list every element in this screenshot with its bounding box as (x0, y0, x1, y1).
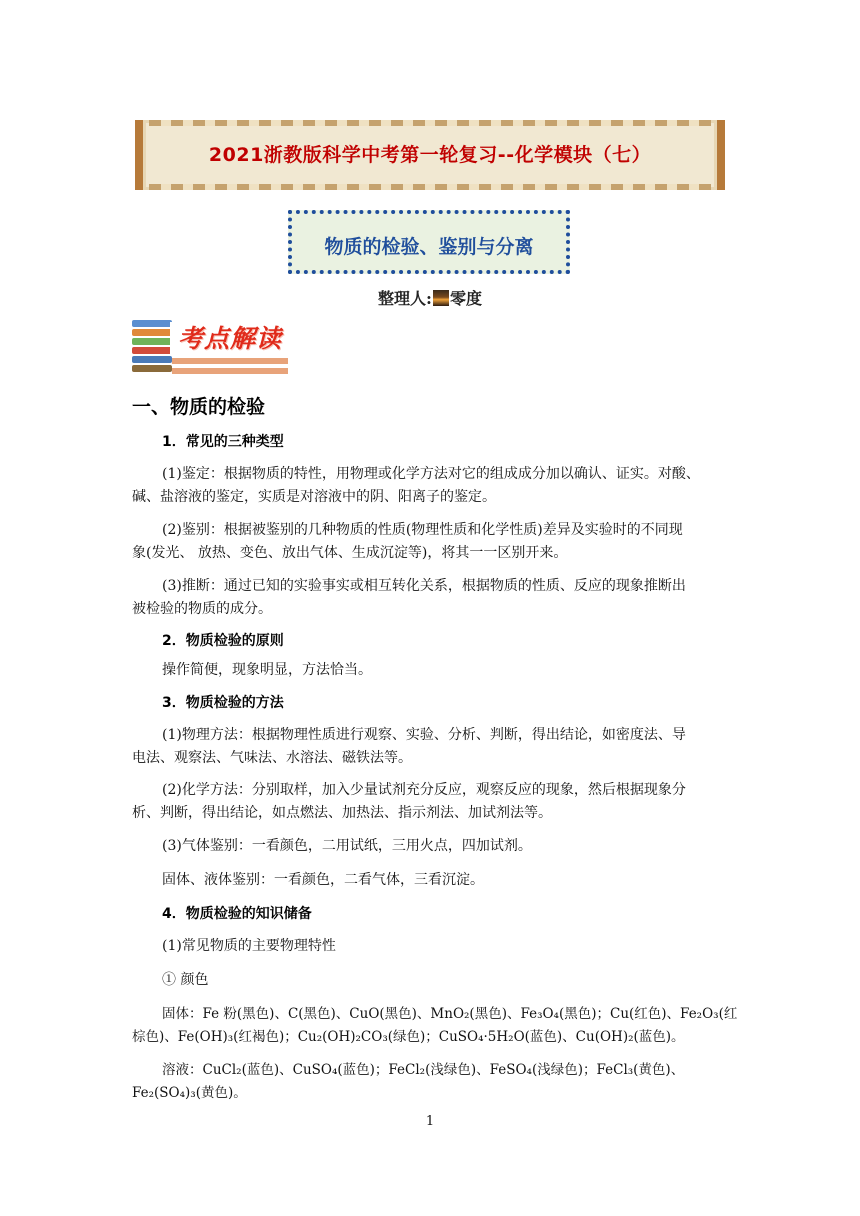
author-line (0, 286, 860, 309)
para-3-3: (3)气体鉴别：一看颜色，二用试纸，三用火点，四加试剂。 (162, 838, 532, 854)
para-1-2-line2: 象(发光、 放热、变色、放出气体、生成沉淀等)，将其一一区别开来。 (132, 545, 568, 561)
section-badge (132, 318, 292, 376)
author-avatar-icon (433, 290, 449, 306)
para-3-1-line2: 电法、观察法、气味法、水溶法、磁铁法等。 (132, 750, 412, 766)
page-number: 1 (425, 1114, 435, 1129)
para-1-2-line1: (2)鉴别：根据被鉴别的几种物质的性质(物理性质和化学性质)差异及实验时的不同现 (162, 522, 683, 538)
para-4-solid-line1: 固体：Fe 粉(黑色)、C(黑色)、CuO(黑色)、MnO₂(黑色)、Fe₃O₄(黑色)；Cu(红色)、Fe₂O₃(红 (162, 1006, 738, 1022)
document-title: 2021浙教版科学中考第一轮复习--化学模块（七） (208, 144, 652, 166)
books-icon (132, 318, 172, 376)
subheading-4: 4．物质检验的知识储备 (162, 906, 312, 922)
para-3-1-line1: (1)物理方法：根据物理性质进行观察、实验、分析、判断，得出结论，如密度法、导 (162, 727, 686, 743)
para-4-2: ① 颜色 (162, 972, 209, 988)
para-2-1: 操作简便，现象明显，方法恰当。 (162, 662, 372, 678)
author-name: 零度 (449, 289, 482, 308)
subheading-2: 2．物质检验的原则 (162, 633, 284, 649)
para-1-3-line2: 被检验的物质的成分。 (132, 601, 272, 617)
para-4-liquid-line1: 溶液：CuCl₂(蓝色)、CuSO₄(蓝色)；FeCl₂(浅绿色)、FeSO₄(浅绿色)；FeCl₃(黄色)、 (162, 1062, 685, 1078)
para-1-1-line1: (1)鉴定：根据物质的特性，用物理或化学方法对它的组成成分加以确认、证实。对酸、 (162, 466, 700, 482)
para-3-2-line1: (2)化学方法：分别取样，加入少量试剂充分反应，观察反应的现象，然后根据现象分 (162, 782, 686, 798)
para-4-1: (1)常见物质的主要物理特性 (162, 938, 336, 954)
document-subtitle: 物质的检验、鉴别与分离 (324, 236, 534, 258)
para-1-1-line2: 碱、盐溶液的鉴定，实质是对溶液中的阴、阳离子的鉴定。 (132, 489, 496, 505)
badge-label: 考点解读 (170, 322, 290, 356)
section-heading: 一、物质的检验 (132, 396, 266, 418)
para-3-2-line2: 析、判断，得出结论，如点燃法、加热法、指示剂法、加试剂法等。 (132, 805, 552, 821)
para-3-4: 固体、液体鉴别：一看颜色，二看气体，三看沉淀。 (162, 872, 484, 888)
title-banner (135, 120, 725, 190)
para-1-3-line1: (3)推断：通过已知的实验事实或相互转化关系，根据物质的性质、反应的现象推断出 (162, 578, 686, 594)
author-label: 整理人: (378, 289, 432, 308)
subheading-1: 1．常见的三种类型 (162, 434, 284, 450)
para-4-liquid-line2: Fe₂(SO₄)₃(黄色)。 (132, 1085, 247, 1101)
para-4-solid-line2: 棕色)、Fe(OH)₃(红褐色)；Cu₂(OH)₂CO₃(绿色)；CuSO₄·5H₂O(蓝色)、Cu(OH)₂(蓝色)。 (132, 1029, 685, 1045)
subheading-3: 3．物质检验的方法 (162, 695, 284, 711)
subtitle-box (288, 210, 570, 274)
